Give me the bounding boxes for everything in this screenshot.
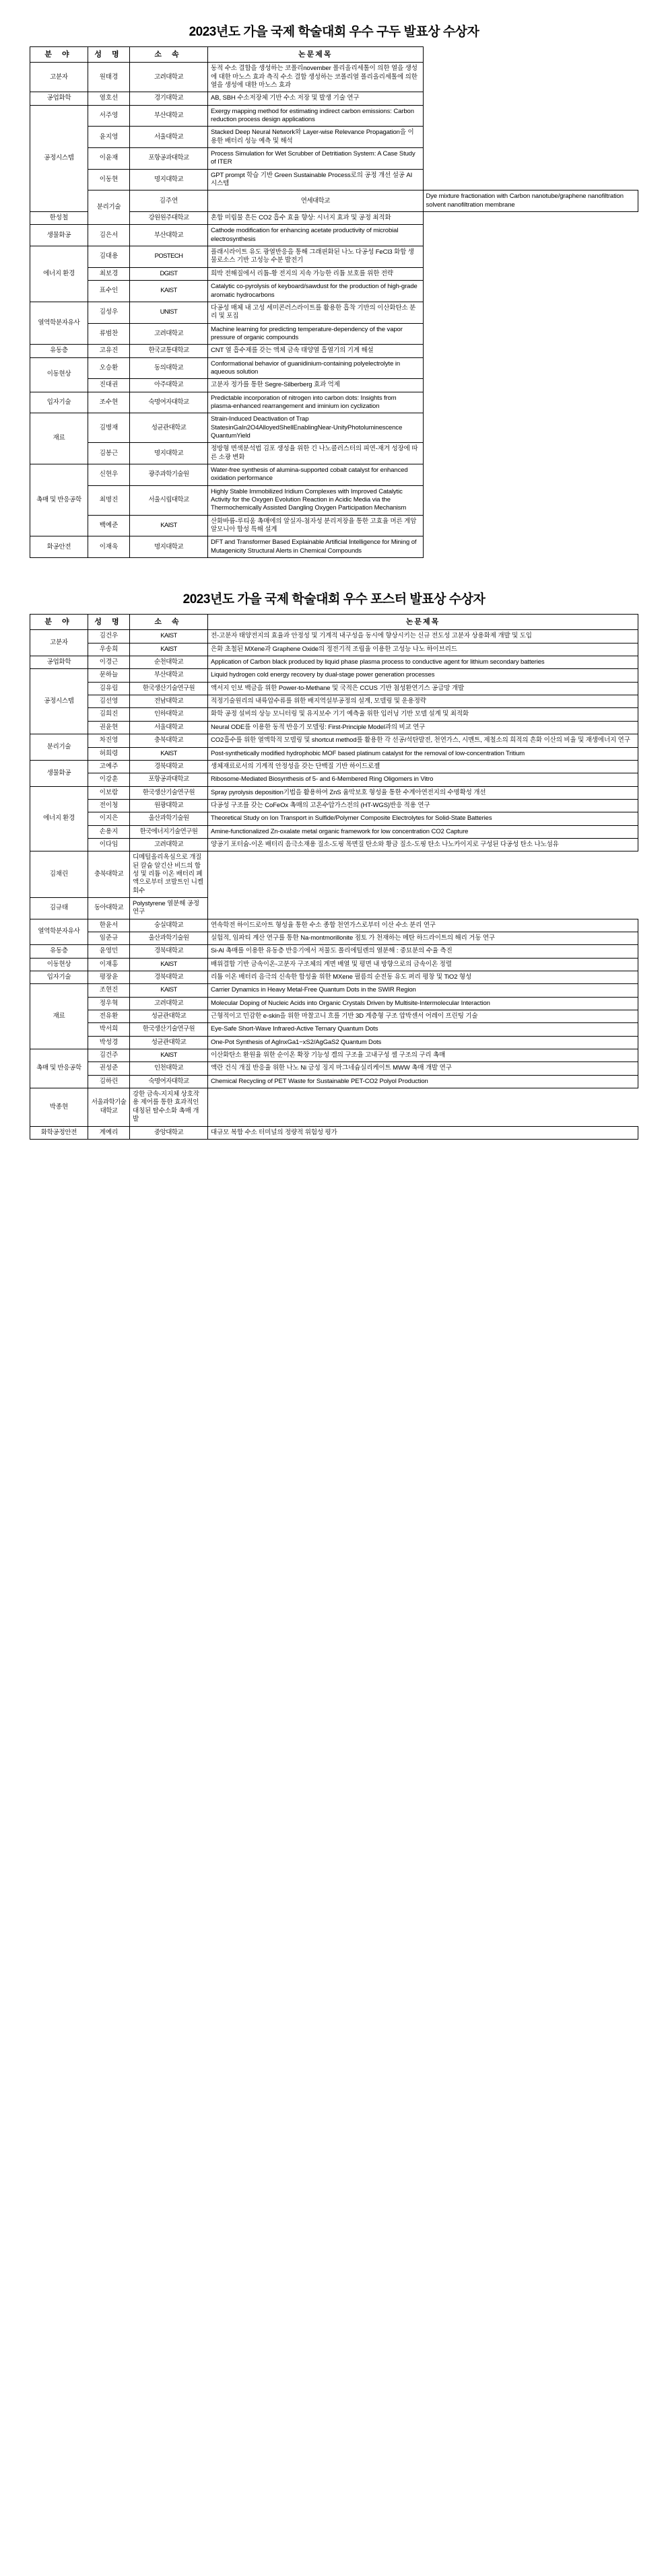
cell-field: 유동층 [30,345,88,357]
cell-affiliation: 경북대학교 [130,760,208,773]
cell-affiliation: POSTECH [130,246,208,268]
cell-paper-title: Theoretical Study on Ion Transport in Sulfide/Polymer Composite Electrolytes for Solid-State Batteries [208,812,638,825]
cell-affiliation: 울산과학기술원 [130,812,208,825]
cell-field: 재료 [30,413,88,464]
table-row [30,105,638,127]
oral-table-body [30,63,638,558]
cell-affiliation: 순천대학교 [130,656,208,669]
cell-affiliation: 전남대학교 [130,695,208,708]
cell-paper-title: Post-synthetically modified hydrophobic MOF based platinum catalyst for the removal of low-concentration Tritium [208,747,638,760]
table-row [30,656,638,669]
cell-name: 김봉근 [88,443,130,464]
cell-field: 생물화공 [30,225,88,246]
table-row [30,267,638,280]
cell-paper-title: Catalytic co-pyrolysis of keyboard/sawdust for the production of high-grade aromatic hydrocarbons [208,281,424,302]
cell-name: 신현우 [88,464,130,486]
table-row [30,1023,638,1036]
cell-name: 김병재 [88,413,130,443]
cell-affiliation: 포항공과대학교 [130,148,208,170]
cell-name: 이윤재 [88,148,130,170]
cell-name: 한윤서 [88,919,130,932]
cell-paper-title: Neural ODE를 이용한 동적 반응기 모델링: First-Principle Model과의 비교 연구 [208,721,638,734]
cell-name: 김건우 [88,630,130,643]
cell-affiliation: 명지대학교 [130,536,208,558]
table-row [30,1062,638,1075]
document-page [0,0,668,1160]
cell-name: 김주연 [130,190,208,212]
table-row [30,747,638,760]
poster-table-head [30,615,638,630]
table-row [30,63,638,92]
table-header-row [30,615,638,630]
cell-name: 염호선 [88,92,130,105]
table-row [30,1088,638,1126]
cell-name: 조수현 [88,392,130,413]
cell-affiliation: 한국생산기술연구원 [130,1023,208,1036]
cell-affiliation: DGIST [130,267,208,280]
cell-name: 전이청 [88,799,130,812]
table-row [30,630,638,643]
cell-affiliation: 고려대학교 [130,63,208,92]
column-header-affiliation: 소 속 [130,47,208,63]
column-header-affiliation: 소 속 [130,615,208,630]
cell-paper-title: Amine-functionalized Zn-oxalate metal organic framework for low concentration CO2 Capture [208,825,638,838]
cell-field: 공업화학 [30,656,88,669]
cell-paper-title: CO2흡수를 위한 열액학적 모델링 및 shortcut method를 활용한 각 선공/석탄발전, 천연가스, 시멘트, 제철소의 희적의 흔화 이산의 비율 및 재생에너지 연구 [208,734,638,747]
table-row [30,443,638,464]
table-row [30,379,638,392]
table-row [30,643,638,656]
cell-paper-title: Machine learning for predicting temperature-dependency of the vapor pressure of organic compounds [208,323,424,345]
cell-paper-title: 배위결합 기반 금속이온-고분자 구조체의 계면 배열 및 평면 내 방향으로의 금속이온 정렬 [208,958,638,971]
cell-field: 분리기술 [88,190,130,225]
cell-affiliation: 명지대학교 [130,443,208,464]
cell-field: 공업화학 [30,92,88,105]
cell-paper-title: 은화 초철된 MXene과 Graphene Oxide의 정전기적 조립율 이용한 고성능 나노 하이브리드 [208,643,638,656]
cell-affiliation: 성균관대학교 [130,1036,208,1049]
cell-name: 고예주 [88,760,130,773]
cell-name: 허희령 [88,747,130,760]
table-row [30,485,638,515]
cell-affiliation: KAIST [130,630,208,643]
cell-name: 이강훈 [88,773,130,786]
cell-affiliation: 서울시립대학교 [130,485,208,515]
column-header-paper-title: 논문제목 [208,615,638,630]
cell-affiliation: 숙명여자대학교 [130,392,208,413]
cell-field: 촉매 및 반응공학 [30,1049,88,1088]
table-row [30,302,638,323]
table-row [30,1010,638,1023]
cell-affiliation: 고려대학교 [130,323,208,345]
cell-paper-title: Water-free synthesis of alumina-supported cobalt catalyst for enhanced oxidation performance [208,464,424,486]
cell-name: 전유환 [88,1010,130,1023]
cell-name: 백예준 [88,515,130,536]
cell-paper-title: Process Simulation for Wet Scrubber of Detritiation System: A Case Study of ITER [208,148,424,170]
cell-name: 김성우 [88,302,130,323]
cell-paper-title: 정방형 면색분석법 김포 생성율 위한 긴 나노콜러스터의 피연-재겨 성장에 따른 소광 변화 [208,443,424,464]
oral-award-table [30,46,638,558]
cell-paper-title: 적정기술원리의 내륙압수류를 위한 배지역설부공정의 설계, 모델링 및 운용정략 [208,695,638,708]
cell-affiliation: 경북대학교 [130,971,208,984]
cell-paper-title: 화학 공정 설비의 상능 모니터링 및 유지보수 기기 예측율 위한 입러닝 기반 모델 설계 및 최적화 [208,708,638,721]
cell-affiliation: 인하대학교 [130,708,208,721]
cell-name: 이동현 [88,169,130,190]
table-row [30,127,638,148]
cell-field: 공정시스템 [30,669,88,734]
table-row [30,760,638,773]
column-header-field: 분 야 [30,47,88,63]
table-row [30,246,638,268]
cell-field: 이동현상 [30,958,88,971]
cell-affiliation: 동의대학교 [130,357,208,379]
cell-name: 원태경 [88,63,130,92]
cell-paper-title: Predictable incorporation of nitrogen into carbon dots: Insights from plasma-enhanced rearrangement and iminium ion cyclization [208,392,424,413]
cell-name: 김하린 [88,1075,130,1088]
cell-affiliation: 성균관대학교 [130,413,208,443]
page-title-poster: 2023년도 가을 국제 학술대회 우수 포스터 발표상 수상자 [182,592,486,607]
table-row [30,225,638,246]
cell-name: 표수인 [88,281,130,302]
table-row [30,148,638,170]
cell-field: 입자기술 [30,392,88,413]
table-row [30,825,638,838]
table-row [30,997,638,1010]
cell-affiliation: 원광대학교 [130,799,208,812]
cell-paper-title: 양공기 포터슘-이온 배터리 음극소재용 질소-도핑 목면질 탄소와 황금 질소-도핑 탄소 나노카이지로 구성된 다공성 탄소 나노섬유 [208,838,638,851]
cell-field: 이동현상 [30,357,88,392]
cell-field: 고분자 [30,63,88,92]
cell-paper-title: 강한 금속-지지체 상호작용 제어를 통한 효과적인 대칭된 탈수소화 촉매 개발 [130,1088,208,1126]
table-row [30,392,638,413]
cell-affiliation: 한국생산기술연구원 [130,786,208,799]
cell-paper-title: Molecular Doping of Nucleic Acids into Organic Crystals Driven by Multisite-Intermolecular Interaction [208,997,638,1010]
cell-field: 유동층 [30,945,88,958]
cell-paper-title: Ribosome-Mediated Biosynthesis of 5- and 6-Membered Ring Oligomers in Vitro [208,773,638,786]
cell-name: 김유림 [88,682,130,695]
cell-affiliation: 한국생산기술연구원 [130,682,208,695]
table-row [30,734,638,747]
cell-paper-title: One-Pot Synthesis of AgInxGa1−xS2/AgGaS2 Quantum Dots [208,1036,638,1049]
cell-paper-title: Spray pyrolysis deposition기법을 활용하여 ZnS 윰막보호 형성율 통한 수계아연전지의 수명확성 개선 [208,786,638,799]
cell-name: 임준규 [88,932,130,945]
cell-affiliation: 명지대학교 [130,169,208,190]
cell-field: 화학공정안전 [30,1126,88,1139]
cell-affiliation: 경기대학교 [130,92,208,105]
cell-paper-title: Application of Carbon black produced by liquid phase plasma process to conductive agent for lithium secondary batteries [208,656,638,669]
table-row [30,536,638,558]
cell-affiliation: 서울대학교 [130,127,208,148]
cell-affiliation: KAIST [130,984,208,997]
cell-name: 김규태 [30,897,88,919]
table-row [30,190,638,212]
cell-field: 에너지 환경 [30,786,88,851]
cell-affiliation: 충북대학교 [88,851,130,898]
cell-name: 조현진 [88,984,130,997]
cell-affiliation: 중앙대학교 [130,1126,208,1139]
cell-name: 계예리 [88,1126,130,1139]
table-row [30,464,638,486]
cell-affiliation: 울산과학기술원 [130,932,208,945]
cell-field: 재료 [30,984,88,1049]
cell-paper-title: Conformational behavior of guanidinium-containing polyelectrolyte in aqueous solution [208,357,424,379]
cell-affiliation: 숙명여자대학교 [130,1075,208,1088]
table-row [30,812,638,825]
cell-affiliation: 충북대학교 [130,734,208,747]
cell-paper-title: 동적 수소 결합을 생성하는 코폴리november 폴리올리세톨이 의한 열을 생성에 대한 마노스 효과 측직 수소 결합 생성하는 코폴리열 폴리올리세톨에 의한 열을 생성에 대한 마노스 효과 [208,63,424,92]
cell-paper-title: Chemical Recycling of PET Waste for Sustainable PET-CO2 Polyol Production [208,1075,638,1088]
cell-paper-title: 대규모 복합 수소 터미널의 정량적 위험성 평가 [208,1126,638,1139]
table-row [30,515,638,536]
table-row [30,786,638,799]
cell-paper-title: Eye-Safe Short-Wave Infrared-Active Ternary Quantum Dots [208,1023,638,1036]
cell-paper-title: 생체재료로서의 기계적 안정성을 갖는 단백질 기반 하이드로젤 [208,760,638,773]
cell-affiliation: KAIST [130,515,208,536]
cell-name: 이재홍 [88,958,130,971]
cell-affiliation: 한국에너지기술연구원 [130,825,208,838]
cell-paper-title: 전-고분자 태양전지의 효율과 안정성 및 기계적 내구성을 동시에 향상시키는 신규 전도성 고분자 상용화제 개발 및 도입 [208,630,638,643]
table-row [30,695,638,708]
cell-affiliation: KAIST [130,1049,208,1062]
table-header-row [30,47,638,63]
cell-field: 고분자 [30,630,88,656]
cell-name: 오승환 [88,357,130,379]
cell-name: 김채린 [30,851,88,898]
poster-table-body [30,630,638,1139]
cell-name: 정우혁 [88,997,130,1010]
cell-paper-title: 다공성 구조를 갖는 CoFeOx 촉매의 고온수압가스전의 (HT-WGS)반응 적용 연구 [208,799,638,812]
cell-name: 박서희 [88,1023,130,1036]
cell-paper-title: 다공성 매체 내 고성 세미콘러스라이트를 활용한 흡착 기반의 이산화탄소 분리 및 포집 [208,302,424,323]
cell-name: 김건주 [88,1049,130,1062]
cell-name: 한성철 [30,212,88,225]
table-row [30,669,638,682]
cell-name: 최명진 [88,485,130,515]
cell-name: 최보경 [88,267,130,280]
cell-name: 우송희 [88,643,130,656]
cell-affiliation: 포항공과대학교 [130,773,208,786]
cell-name: 이다임 [88,838,130,851]
cell-name: 이경근 [88,656,130,669]
cell-affiliation: 아주대학교 [130,379,208,392]
cell-name: 고유진 [88,345,130,357]
cell-name: 김선영 [88,695,130,708]
cell-affiliation: 고려대학교 [130,997,208,1010]
table-row [30,92,638,105]
cell-affiliation: 부산대학교 [130,669,208,682]
cell-name: 손용지 [88,825,130,838]
cell-name: 권윤현 [88,721,130,734]
cell-paper-title: GPT prompt 학습 기반 Green Sustainable Process로의 공정 개선 설공 AI 시스템 [208,169,424,190]
cell-affiliation: 인천대학교 [130,1062,208,1075]
cell-affiliation: 부산대학교 [130,225,208,246]
cell-affiliation: 고려대학교 [130,838,208,851]
table-row [30,971,638,984]
table-row [30,945,638,958]
cell-affiliation: 경북대학교 [130,945,208,958]
oral-table-head [30,47,638,63]
cell-name: 류범찬 [88,323,130,345]
cell-paper-title: Si-Al 촉매를 이용한 유동층 반응기에서 저물도 폴리에틸렌의 열분해 : 중묘분의 수율 측진 [208,945,638,958]
table-row [30,357,638,379]
cell-paper-title: 근형적이고 민감한 e-skin을 위한 마찰고니 흐를 기반 3D 계층형 구조 압박센서 어레이 프린팅 기술 [208,1010,638,1023]
cell-name: 박종현 [30,1088,88,1126]
cell-paper-title: DFT and Transformer Based Explainable Artificial Intelligence for Mining of Mutagenicity Structural Alerts in Chemical Compounds [208,536,424,558]
cell-paper-title: Polystyrene 열분해 공정 연구 [130,897,208,919]
cell-paper-title: Dye mixture fractionation with Carbon nanotube/graphene nanofiltration solvent nanofiltration membrane [423,190,638,212]
cell-affiliation: UNIST [130,302,208,323]
table-row [30,1049,638,1062]
cell-paper-title: 연속학전 하이드로아트 형성율 통한 수소 종합 천연가스로부터 이산 수소 분리 연구 [208,919,638,932]
poster-award-table [30,614,638,1140]
cell-affiliation: 서울대학교 [130,721,208,734]
cell-paper-title: 플래시라이트 유도 광열반응을 통해 그래핀화된 나노 다공성 FeCl3 화합 생물로소스 기반 고성능 수분 발전기 [208,246,424,268]
cell-field: 입자기술 [30,971,88,984]
cell-paper-title: 이산화탄소 환원율 위한 순이온 확장 기능성 겔의 구조율 고내구성 셀 구조의 구리 촉매 [208,1049,638,1062]
cell-paper-title: 혼합 미립물 흔든 CO2 흡수 효율 향상: 시너지 효과 및 공정 최적화 [208,212,424,225]
cell-affiliation: KAIST [130,747,208,760]
cell-field: 분리기술 [30,734,88,761]
cell-name: 박성경 [88,1036,130,1049]
table-row [30,799,638,812]
cell-name: 권성준 [88,1062,130,1075]
cell-paper-title: Strain-Induced Deactivation of Trap StatesinGaIn2O4AlloyedShellEnablingNear-UnityPhotoluminescence QuantumYield [208,413,424,443]
table-row [30,1126,638,1139]
cell-name: 윤영민 [88,945,130,958]
cell-affiliation: 한국교통대학교 [130,345,208,357]
cell-name: 김희진 [88,708,130,721]
cell-affiliation: 광주과학기술원 [130,464,208,486]
table-row [30,708,638,721]
cell-name: 김은서 [88,225,130,246]
cell-paper-title: 실험적, 임파티 계산 연구를 통한 Na-montmorillonite 점토 가 천재하는 메탄 하드라이트의 해리 거동 연구 [208,932,638,945]
table-row [30,682,638,695]
cell-field: 에너지 환경 [30,246,88,302]
cell-paper-title: 리튬 이온 배터리 음극의 신속한 합성율 위한 MXene 필름의 순전동 유도 퍼리 평창 및 TiO2 형성 [208,971,638,984]
cell-paper-title: 디메틸올리옥심으로 개질된 칼슘 알긴산 비드의 합성 및 리튬 이온 배터리 폐액으로부터 코발트인 니켈 회수 [130,851,208,898]
cell-name: 서주영 [88,105,130,127]
cell-affiliation: KAIST [130,958,208,971]
cell-affiliation: 연세대학교 [208,190,424,212]
cell-affiliation: KAIST [130,643,208,656]
table-row [30,1036,638,1049]
cell-field: 생물화공 [30,760,88,786]
table-row [30,851,638,898]
cell-affiliation: 강원원주대학교 [130,212,208,225]
table-row [30,413,638,443]
cell-name: 윤지영 [88,127,130,148]
column-header-paper-title: 논문제목 [208,47,424,63]
cell-name: 문하늘 [88,669,130,682]
table-row [30,323,638,345]
column-header-name: 성 명 [88,615,130,630]
cell-paper-title: 액서지 인보 백금을 위한 Power-to-Methane 및 국적은 CCUS 기반 첨성환연기스 공급망 개발 [208,682,638,695]
cell-field: 열역학분자유사 [30,919,88,945]
table-row [30,169,638,190]
cell-affiliation: KAIST [130,281,208,302]
cell-paper-title: Liquid hydrogen cold energy recovery by dual-stage power generation processes [208,669,638,682]
cell-field: 화공안전 [30,536,88,558]
cell-paper-title: Cathode modification for enhancing acetate productivity of microbial electrosynthesis [208,225,424,246]
table-row [30,958,638,971]
cell-field: 촉매 및 반응공학 [30,464,88,536]
cell-name: 차진영 [88,734,130,747]
table-row [30,345,638,357]
cell-name: 이지은 [88,812,130,825]
table-row [30,919,638,932]
cell-name: 이보람 [88,786,130,799]
cell-name: 김대용 [88,246,130,268]
cell-affiliation: 성균관대학교 [130,1010,208,1023]
cell-name: 평장윤 [88,971,130,984]
cell-paper-title: Exergy mapping method for estimating indirect carbon emissions: Carbon reduction process design applications [208,105,424,127]
cell-field: 열역학분자유사 [30,302,88,344]
cell-paper-title: 고분자 정가를 통한 Segre-Silberberg 효과 억제 [208,379,424,392]
cell-paper-title: Carrier Dynamics in Heavy Metal-Free Quantum Dots in the SWIR Region [208,984,638,997]
cell-name: 진대권 [88,379,130,392]
cell-paper-title: 액란 건식 개질 반응율 위한 나노 Ni 금성 징지 마그네슘실리케이트 MWW 촉매 개발 연구 [208,1062,638,1075]
table-row [30,897,638,919]
cell-affiliation: 부산대학교 [130,105,208,127]
cell-paper-title: CNT 열 흡수제를 갖는 액체 금속 태양열 흡열기의 기계 해설 [208,345,424,357]
cell-paper-title: Highly Stable Immobilized Iridium Complexes with Improved Catalytic Activity for the Oxygen Evolution Reaction in Acidic Media via the Thermochemically Assisted Dangling Oxygen Participation Mechanism [208,485,424,515]
column-header-field: 분 야 [30,615,88,630]
cell-paper-title: AB, SBH 수소저장체 기반 수소 저장 및 발생 기술 연구 [208,92,424,105]
table-row [30,932,638,945]
cell-field: 공정시스템 [30,105,88,211]
table-row [30,281,638,302]
table-row [30,838,638,851]
table-row [30,721,638,734]
cell-affiliation: 동아대학교 [88,897,130,919]
table-row [30,773,638,786]
column-header-name: 성 명 [88,47,130,63]
page-title-oral: 2023년도 가을 국제 학술대회 우수 구두 발표상 수상자 [189,25,479,39]
cell-affiliation: 숭실대학교 [130,919,208,932]
cell-name: 이재욱 [88,536,130,558]
cell-affiliation: 서울과학기술대학교 [88,1088,130,1126]
cell-paper-title: 희박 전해질에서 리튬-황 전지의 지속 가능한 리튬 보호를 위한 전략 [208,267,424,280]
cell-paper-title: 산화바륨-루티움 촉매에의 알실자-첨자성 분리저장율 통한 고효율 머른 게암 알모니아 합성 특해 설계 [208,515,424,536]
table-row [30,984,638,997]
cell-paper-title: Stacked Deep Neural Network와 Layer-wise Relevance Propagation을 이용한 배터리 성능 예측 및 해석 [208,127,424,148]
table-row [30,1075,638,1088]
